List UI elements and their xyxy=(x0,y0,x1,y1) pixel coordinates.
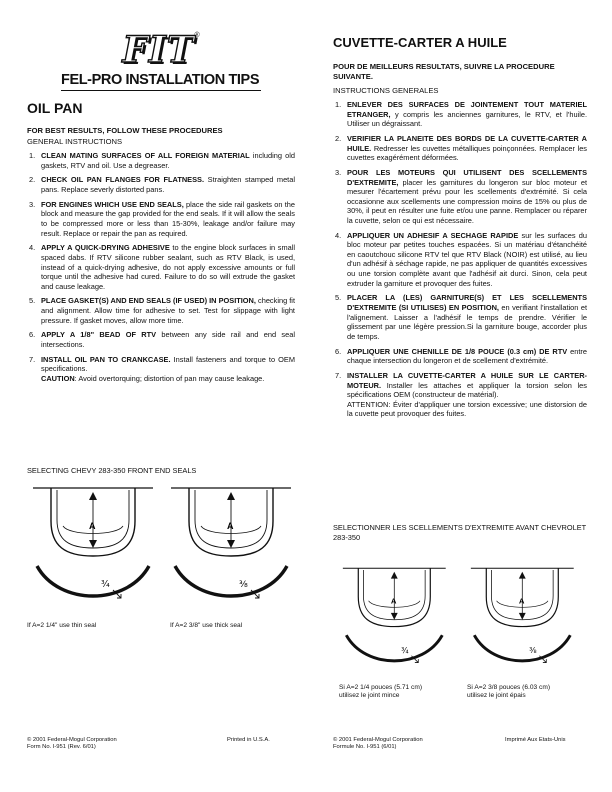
dim-a-label: A xyxy=(390,596,397,606)
step-heading: INSTALL OIL PAN TO CRANKCASE. xyxy=(41,354,171,364)
step-number: 1. xyxy=(335,100,342,109)
figure-title-fr: SELECTIONNER LES SCELLEMENTS D'EXTREMITE AVANT CHEVROLET 283-350 xyxy=(333,523,587,542)
step-number: 7. xyxy=(335,370,342,380)
figure-title: SELECTING CHEVY 283-350 FRONT END SEALS xyxy=(27,466,197,475)
end-seal xyxy=(346,635,442,661)
step-number: 4. xyxy=(335,230,342,240)
step-item xyxy=(333,134,587,163)
step-text: Installer les attaches et appliquer la torsion selon les spécifications OEM (constructeur de matérial). xyxy=(347,380,587,400)
step-item xyxy=(333,231,587,289)
installation-tips-title: FEL-PRO INSTALLATION TIPS xyxy=(61,72,260,88)
seal-thickness-label: ⅜ xyxy=(529,646,537,656)
step-number: 6. xyxy=(335,346,342,356)
step-heading: APPLIQUER UN ADHESIF A SECHAGE RAPIDE xyxy=(347,230,519,240)
step-item xyxy=(333,100,587,129)
step-number: 2. xyxy=(335,133,342,143)
step-text: including old gaskets, RTV and oil. Use a degreaser. xyxy=(41,151,295,170)
step-number: 7. xyxy=(29,354,36,364)
seal-thickness-label: ¾ xyxy=(101,580,110,590)
step-heading: PLACE GASKET(S) AND END SEALS (IF USED) IN POSITION, xyxy=(41,296,256,306)
step-item xyxy=(333,293,587,341)
step-caution-text: ATTENTION: Éviter d'appliquer une torsion excessive; une distorsion de la cuvette peut provoquer des fuites. xyxy=(347,399,587,419)
step-item xyxy=(27,200,295,238)
dimension-arrow-up xyxy=(89,492,97,500)
thick-seal-caption: If A=2 3/8" use thick seal xyxy=(170,622,243,629)
step-text: entre chaque intersection du longeron et de scellement d'extrémité. xyxy=(347,346,588,366)
dimension-arrow-down xyxy=(391,613,398,620)
dim-a-label: A xyxy=(518,596,525,606)
step-item xyxy=(333,168,587,226)
step-number: 6. xyxy=(29,330,36,340)
thin-seal-caption-fr: Si A=2 1/4 pouces (5.71 cm) utilisez le joint mince xyxy=(339,684,423,699)
footer-copyright: © 2001 Federal-Mogul Corporation Form No. I-951 (Rev. 6/01) xyxy=(27,737,117,751)
thick-seal-caption-fr: Si A=2 3/8 pouces (6.03 cm) utilisez le joint épais xyxy=(467,684,551,699)
step-text: y compris les anciennes garnitures, le RTV, et l'huile. Utiliser un dégraissant. xyxy=(347,109,587,129)
step-item xyxy=(333,347,587,366)
step-text: between any side rail and end seal intersections. xyxy=(41,330,295,350)
fit-logo: FIT® xyxy=(122,29,200,71)
steps-list-fr xyxy=(333,100,587,424)
step-number: 4. xyxy=(29,243,36,253)
steps-list xyxy=(27,151,295,389)
step-item xyxy=(27,355,295,384)
step-text: Straighten stamped metal pans. Replace severly distorted pans. xyxy=(41,175,295,194)
dimension-arrow-up xyxy=(519,572,526,579)
dim-a-label: A xyxy=(227,521,234,531)
step-text: place the side rail gaskets on the block and measure the gap provided for the end seals. If it will allow the seals to be compressed more or less than 15-30%, leakage and/or failure may result. Replace or repair the pan as required. xyxy=(41,199,295,238)
step-heading: ENLEVER DES SURFACES DE JOINTEMENT TOUT MATERIEL ETRANGER, xyxy=(347,100,587,119)
step-heading: FOR ENGINES WHICH USE END SEALS, xyxy=(41,199,184,209)
step-text: to the engine block surfaces in small spaced dabs. If RTV silicone rubber sealant, such as RTV Black, is used, instead of a quick-drying adhesive, do not apply excessive amounts or full torque until the adhesive had cured. Failure to do so will extrude the gasket and cause leakage. xyxy=(41,243,295,291)
seal-diagram-thin-fr xyxy=(333,558,459,678)
subheading-fr: POUR DE MEILLEURS RESULTATS, SUIVRE LA PROCEDURE SUIVANTE. xyxy=(333,62,555,81)
step-heading: VERIFIER LA PLANEITE DES BORDS DE LA CUVETTE-CARTER A HUILE. xyxy=(347,133,587,153)
subheading: FOR BEST RESULTS, FOLLOW THESE PROCEDURES xyxy=(27,126,223,135)
step-heading: CHECK OIL PAN FLANGES FOR FLATNESS. xyxy=(41,175,205,185)
title-rule xyxy=(61,90,261,91)
footer-printed: Printed in U.S.A. xyxy=(227,737,270,743)
step-caution-text: : Avoid overtorquing; distortion of pan may cause leakage. xyxy=(74,374,265,383)
page-title-fr: CUVETTE-CARTER A HUILE xyxy=(333,35,507,50)
step-number: 5. xyxy=(335,293,342,303)
step-item xyxy=(27,243,295,291)
step-number: 1. xyxy=(29,151,36,160)
step-item xyxy=(27,175,295,194)
page-title: OIL PAN xyxy=(27,100,83,116)
step-text: placer les garnitures du longeron sur bloc moteur et mesurer l'écartement prévu pour les scellements d'extrémité. Si cela occasionne aux scellements une compression moins de 15% ou plus de 30%, il peut en résulter une fuite et/ou une panne. Remplacer ou réparer la cuvette, selon ce qui est nécessaire. xyxy=(347,177,587,225)
seal-thickness-label: ¾ xyxy=(401,646,409,656)
seal-diagram-thick xyxy=(167,476,299,616)
thin-seal-caption: If A=2 1/4" use thin seal xyxy=(27,622,97,629)
step-heading: CLEAN MATING SURFACES OF ALL FOREIGN MATERIAL xyxy=(41,151,250,160)
step-heading: PLACER LA (LES) GARNITURE(S) ET LES SCELLEMENTS D'EXTREMITE (SI UTILISES) EN POSITION, xyxy=(347,293,587,313)
general-instructions-label-fr: INSTRUCTIONS GENERALES xyxy=(333,86,439,95)
step-number: 2. xyxy=(29,175,36,185)
dimension-arrow-up xyxy=(227,492,235,500)
step-heading: APPLY A QUICK-DRYING ADHESIVE xyxy=(41,243,170,253)
step-text: checking fit and alignment. Allow time for adhesive to set. Test for slippage with light pressure. If gasket moves, allow more time. xyxy=(41,296,295,325)
step-item xyxy=(27,296,295,325)
general-instructions-label: GENERAL INSTRUCTIONS xyxy=(27,137,123,146)
end-seal xyxy=(474,635,570,661)
footer-printed-fr: Imprimé Aux Etats-Unis xyxy=(505,737,566,743)
step-number: 5. xyxy=(29,296,36,306)
dimension-arrow-down xyxy=(519,613,526,620)
step-text: sur les surfaces du bloc moteur par petites touches espacées. Si un matériau d'étanchéité en caoutchouc silicone RTV tel que RTV Black (NOIR) est utilisé, au lieu d'un adhésif à séchage rapide, ne pas appliquer de quantités excessives ou une torsion complète avant que l'adhésif ait durci. Sinon, cela peut extruder la garniture et provoquer des fuites. xyxy=(347,230,587,288)
step-item xyxy=(27,151,295,170)
step-caution-label: CAUTION xyxy=(41,374,75,383)
end-seal xyxy=(37,566,149,596)
step-number: 3. xyxy=(335,167,342,177)
step-heading: APPLIQUER UNE CHENILLE DE 1/8 POUCE (0.3 cm) DE RTV xyxy=(347,346,568,356)
step-heading: APPLY A 1/8" BEAD OF RTV xyxy=(41,330,157,340)
seal-diagram-thick-fr xyxy=(461,558,587,678)
footer-copyright-fr: © 2001 Federal-Mogul Corporation Formule No. I-951 (6/01) xyxy=(333,737,423,751)
step-heading: INSTALLER LA CUVETTE-CARTER A HUILE SUR LE CARTER-MOTEUR. xyxy=(347,370,587,390)
step-item xyxy=(27,330,295,349)
dimension-arrow-down xyxy=(227,540,235,548)
step-text: Redresser les cuvettes métalliques poinçonnées. Remplacer les cuvettes exagérément déformées. xyxy=(347,143,587,163)
step-text: en verifiant l'installation et l'alignement. Laisser a l'adhésif le temps de prendre. Vérifier le glissement par une légère pression.Si la garniture bouge, accorder plus de temps. xyxy=(347,303,588,341)
step-number: 3. xyxy=(29,199,36,209)
dimension-arrow-up xyxy=(391,572,398,579)
dim-a-label: A xyxy=(89,521,96,531)
seal-diagram-thin xyxy=(29,476,161,616)
end-seal xyxy=(175,566,287,596)
dimension-arrow-down xyxy=(89,540,97,548)
step-text: Install fasteners and torque to OEM specifications. xyxy=(41,354,295,374)
step-heading: POUR LES MOTEURS QUI UTILISENT DES SCELLEMENTS D'EXTREMITE, xyxy=(347,167,587,187)
step-item xyxy=(333,371,587,419)
seal-thickness-label: ⅜ xyxy=(239,580,248,590)
